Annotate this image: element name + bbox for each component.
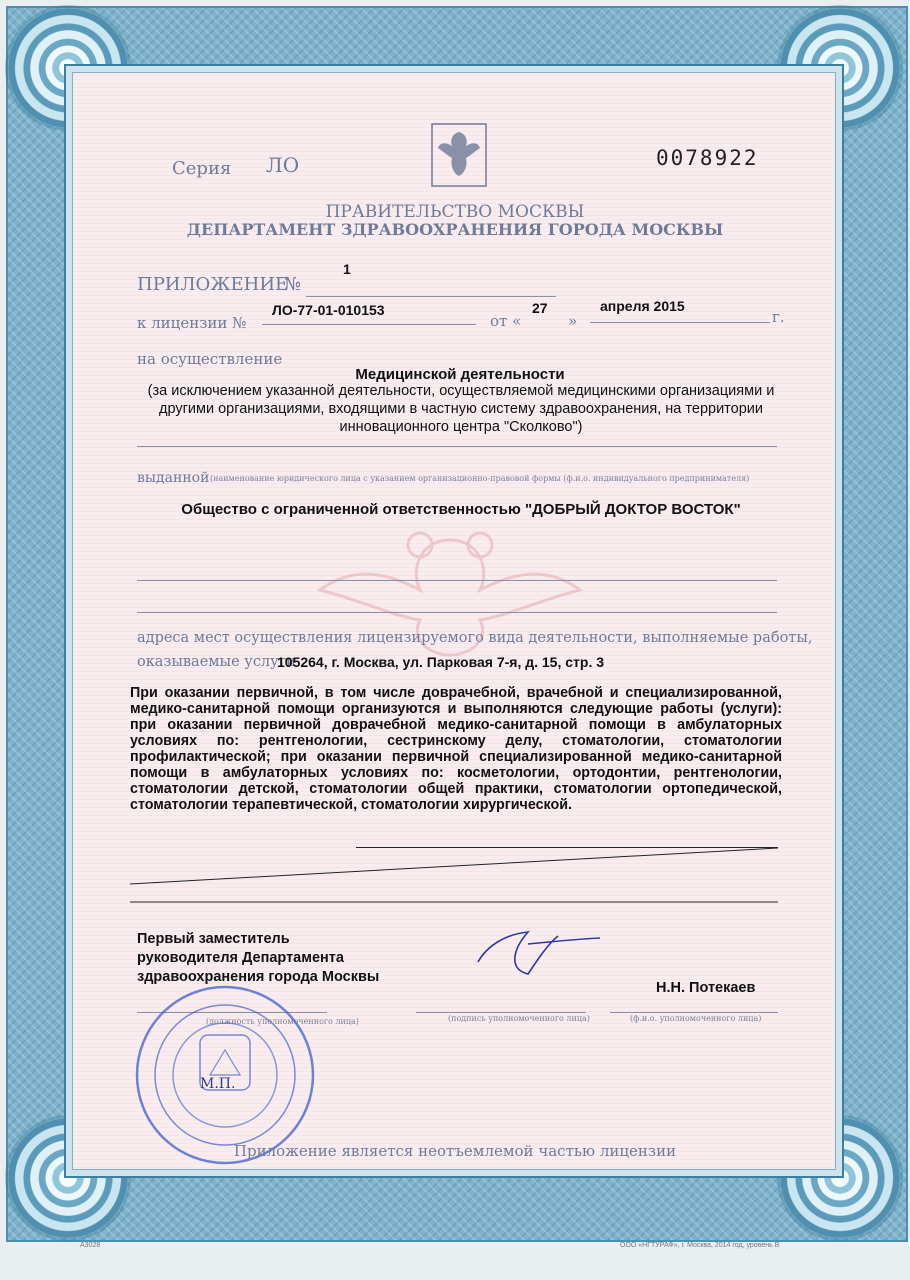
coat-of-arms-icon	[430, 122, 488, 188]
signatory-name: Н.Н. Потекаев	[656, 980, 756, 996]
series-label: Серия	[172, 158, 232, 179]
stamp-mp-label: М.П.	[200, 1076, 236, 1092]
department-title: ДЕПАРТАМЕНТ ЗДРАВООХРАНЕНИЯ ГОРОДА МОСКВЫ	[186, 220, 724, 239]
activity-note: (за исключением указанной деятельности, осуществляемой медицинскими организациями и другими организациями, входящими в частную систему здравоохранения, на территории инновационного центра "Сколково")	[147, 383, 775, 435]
address-label-line2: оказываемые услуги	[137, 654, 296, 670]
license-number: ЛО-77-01-010153	[272, 302, 385, 318]
printer-note: ООО «НГТУРАФ», г. Москва, 2014 год, уровень В	[620, 1242, 780, 1249]
signatory-position: Первый заместитель руководителя Департамента здравоохранения города Москвы	[137, 931, 380, 985]
hint-position: (должность уполномоченного лица)	[206, 1017, 359, 1026]
hint-name: (ф.и.о. уполномоченного лица)	[630, 1014, 762, 1023]
license-close-quote: »	[568, 312, 578, 330]
government-title: ПРАВИТЕЛЬСТВО МОСКВЫ	[325, 202, 585, 222]
handwritten-signature	[468, 914, 608, 984]
hint-signature: (подпись уполномоченного лица)	[448, 1014, 590, 1023]
activity-title: Медицинской деятельности	[355, 366, 565, 383]
form-number: 0078922	[656, 146, 759, 170]
appendix-label: ПРИЛОЖЕНИЕ	[137, 274, 289, 295]
activity-label: на осуществление	[137, 350, 283, 368]
license-label: к лицензии №	[137, 314, 247, 332]
appendix-number: 1	[343, 261, 351, 277]
services-text: При оказании первичной, в том числе доврачебной, врачебной и специализированной, медико-санитарной помощи организуются и выполняются следующие работы (услуги): при оказании первичной доврачебной медико-санитарной помощи в амбулаторных условиях по: рентгенологии, сестринскому делу, стоматологии, стоматологии профилактической; при оказании первичной специализированной медико-санитарной помощи в амбулаторных условиях по: косметологии, ортодонтии, рентгенологии, стоматологии детской, стоматологии общей практики, стоматологии ортопедической, стоматологии терапевтической, стоматологии хирургической.	[130, 685, 782, 813]
license-from-label: от «	[490, 312, 522, 330]
issued-hint: (наименование юридического лица с указанием организационно-правовой формы (ф.и.о. индивидуального предпринимателя)	[210, 474, 750, 483]
series-value: ЛО	[266, 153, 300, 177]
license-year-suffix: г.	[772, 308, 785, 326]
address-label-line1: адреса мест осуществления лицензируемого вида деятельности, выполняемые работы,	[137, 630, 813, 646]
license-day: 27	[532, 300, 548, 316]
issued-label: выданной	[137, 470, 210, 486]
license-month-year: апреля 2015	[600, 298, 685, 314]
form-code: А3028	[80, 1242, 101, 1249]
address-value: 105264, г. Москва, ул. Парковая 7-я, д. 15, стр. 3	[277, 654, 605, 670]
appendix-number-sign: №	[284, 274, 302, 295]
z-line-filler	[130, 846, 780, 906]
organization-name: Общество с ограниченной ответственностью "ДОБРЫЙ ДОКТОР ВОСТОК"	[181, 501, 741, 518]
integral-note: Приложение является неотъемлемой частью лицензии	[233, 1142, 677, 1160]
